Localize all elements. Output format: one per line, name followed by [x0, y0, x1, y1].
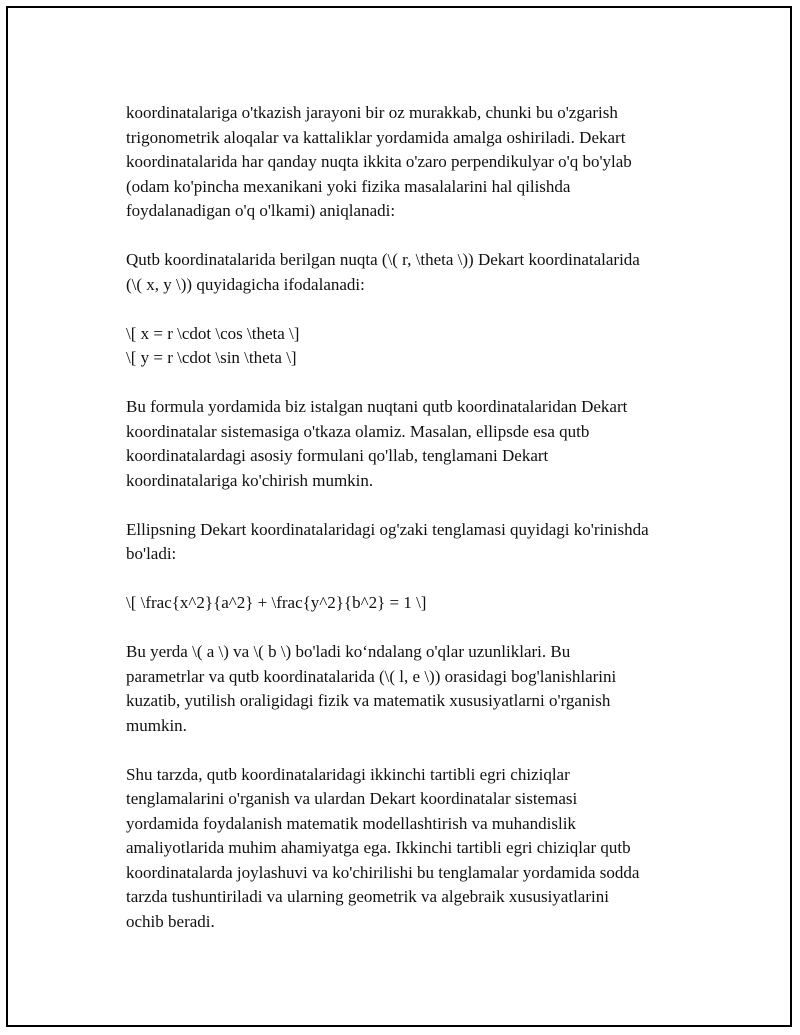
formula-xy-conversion: \[ x = r \cdot \cos \theta \] \[ y = r \cdot \sin \theta \] — [126, 323, 300, 367]
page-frame — [6, 6, 792, 1027]
paragraph-conclusion: Shu tarzda, qutb koordinatalaridagi ikkinchi tartibli egri chiziqlar tenglamalarini o'rganish va ulardan Dekart koordinatalar sistemasi yordamida foydalanish matematik modellashtirish va muhandislik amaliyotlarida muhim ahamiyatga ega. Ikkinchi tartibli egri chiziqlar qutb koordinatalarda joylashuvi va ko'chirilishi bu tenglamalar yordamida sodda tarzda tushuntiriladi va ularning geometrik va algebraik xususiyatlarini ochib beradi. — [126, 764, 640, 931]
formula-ellipse-equation: \[ \frac{x^2}{a^2} + \frac{y^2}{b^2} = 1 \] — [126, 593, 427, 612]
paragraph-polar-conversion-intro: koordinatalariga o'tkazish jarayoni bir oz murakkab, chunki bu o'zgarish trigonometrik aloqalar va kattaliklar yordamida amalga oshiriladi. Dekart koordinatalarida har qanday nuqta ikkita o'zaro perpendikulyar o'q bo'ylab (odam ko'pincha mexanikani yoki fizika masalalarini hal qilishda foydalanadigan o'q o'lkami) aniqlanadi: — [126, 103, 632, 220]
paragraph-formula-usage: Bu formula yordamida biz istalgan nuqtani qutb koordinatalaridan Dekart koordinatalar sistemasiga o'tkaza olamiz. Masalan, ellipsde esa qutb koordinatalardagi asosiy formulani qo'llab, tenglamani Dekart koordinatalariga ko'chirish mumkin. — [126, 397, 628, 490]
document-body — [126, 101, 706, 934]
paragraph-ellipse-equation-intro: Ellipsning Dekart koordinatalaridagi og'zaki tenglamasi quyidagi ko'rinishda bo'ladi: — [126, 519, 649, 563]
paragraph-axes-parameters: Bu yerda \( a \) va \( b \) bo'ladi ko‘ndalang o'qlar uzunliklari. Bu parametrlar va qutb koordinatalarida (\( l, e \)) orasidagi bog'lanishlarini kuzatib, yutilish oraligidagi fizik va matematik xususiyatlarni o'rganish mumkin. — [126, 642, 617, 735]
paragraph-polar-point: Qutb koordinatalarida berilgan nuqta (\( r, \theta \)) Dekart koordinatalarida (\( x, y \)) quyidagicha ifodalanadi: — [126, 250, 640, 294]
